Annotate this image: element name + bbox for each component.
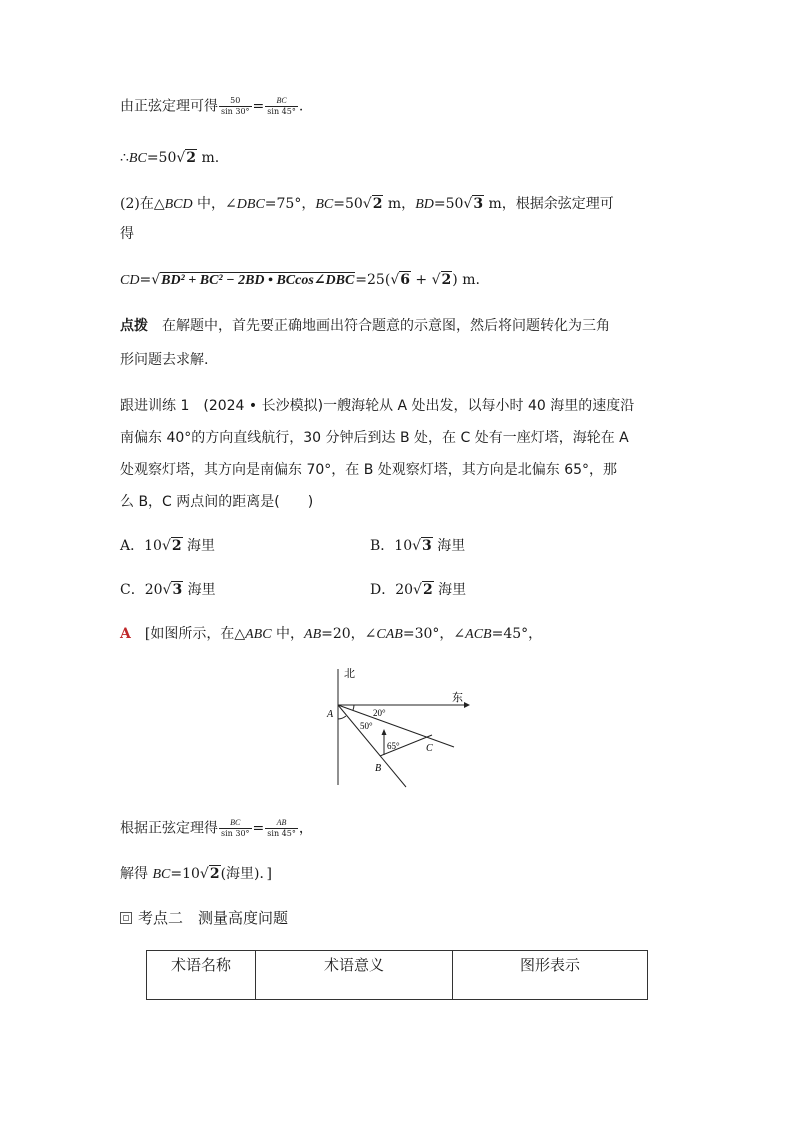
- option-a: A．10√2 海里: [120, 538, 216, 554]
- angle-20-label: 20°: [373, 708, 386, 718]
- angle-50-label: 50°: [360, 721, 373, 731]
- tip-label: 点拨: [120, 318, 148, 334]
- sqrt-symbol: √2: [413, 582, 433, 598]
- north-arrow-icon: [382, 729, 387, 735]
- exercise-line-2: 南偏东 40°的方向直线航行，30 分钟后到达 B 处，在 C 处有一座灯塔，海轮在 A: [120, 430, 629, 446]
- col-term-name: 术语名称: [147, 951, 256, 1000]
- part2-line: (2)在△BCD 中，∠DBC=75°，BC=50√2 m，BD=50√3 m，根据余弦定理可: [120, 196, 614, 212]
- terms-table: [146, 950, 648, 1000]
- angle-arc-20: [353, 705, 354, 710]
- exercise-line-4: 么 B，C 两点间的距离是( ): [120, 494, 314, 510]
- col-term-meaning: 术语意义: [256, 951, 453, 1000]
- sqrt-symbol: √2: [431, 272, 452, 288]
- sqrt-symbol: √3: [412, 538, 432, 554]
- north-label: 北: [344, 667, 355, 680]
- sqrt-symbol: √2: [161, 538, 182, 554]
- fraction-bc-over-sin45: $\frac{BC}{\sin 45^\circ}$: [267, 96, 296, 116]
- fraction-50-over-sin30: $\frac{50}{\sin 30^\circ}$: [221, 96, 250, 116]
- point-c-label: C: [426, 743, 433, 754]
- sine-rule-line-1: 由正弦定理可得 $\frac{50}{\sin 30^\circ}$ = $\frac{BC}{\sin 45^\circ}$ .: [120, 96, 304, 116]
- sqrt-symbol: √BD² + BC² − 2BD • BCcos∠DBC: [151, 272, 355, 288]
- section-marker-icon: [120, 912, 132, 924]
- tip-line-2: 形问题去求解.: [120, 352, 209, 368]
- section-heading: 考点二 测量高度问题: [120, 908, 288, 928]
- option-b: B．10√3 海里: [370, 538, 466, 554]
- sqrt-symbol: √2: [199, 866, 220, 882]
- bc-result-line: ∴BC=50√2 m.: [120, 150, 220, 166]
- solution-line-2: 解得 BC=10√2(海里)．]: [120, 866, 272, 882]
- fraction-ab-over-sin45: $\frac{AB}{\sin 45^\circ}$: [267, 818, 296, 838]
- navigation-diagram: [324, 663, 474, 789]
- exercise-line-1: 跟进训练 1 (2024 • 长沙模拟)一艘海轮从 A 处出发，以每小时 40 海里的速度沿: [120, 398, 635, 414]
- answer-line: A [如图所示，在△ABC 中，AB=20，∠CAB=30°，∠ACB=45°，: [120, 626, 543, 642]
- east-label: 东: [452, 691, 463, 704]
- table-header-row: [147, 951, 648, 1000]
- east-arrow-icon: [464, 702, 470, 708]
- answer-letter: A: [120, 626, 131, 642]
- sqrt-symbol: √2: [176, 150, 197, 166]
- option-d: D．20√2 海里: [370, 582, 467, 598]
- sqrt-symbol: √3: [463, 196, 484, 212]
- exercise-label: 跟进训练 1: [120, 398, 190, 414]
- tip-line-1: 点拨 在解题中，首先要正确地画出符合题意的示意图，然后将问题转化为三角: [120, 318, 610, 334]
- exercise-line-3: 处观察灯塔，其方向是南偏东 70°，在 B 处观察灯塔，其方向是北偏东 65°，那: [120, 462, 618, 478]
- angle-arc-50: [338, 716, 346, 719]
- col-figure: 图形表示: [453, 951, 648, 1000]
- option-c: C．20√3 海里: [120, 582, 216, 598]
- point-b-label: B: [375, 763, 382, 774]
- part2-line-cont: 得: [120, 226, 134, 242]
- sqrt-symbol: √2: [362, 196, 383, 212]
- solution-line-1: 根据正弦定理得 $\frac{BC}{\sin 30^\circ}$ = $\frac{AB}{\sin 45^\circ}$ ，: [120, 818, 313, 838]
- angle-65-label: 65°: [387, 741, 400, 751]
- sqrt-symbol: √6: [390, 272, 410, 288]
- point-a-label: A: [327, 709, 334, 720]
- fraction-bc-over-sin30: $\frac{BC}{\sin 30^\circ}$: [221, 818, 250, 838]
- cd-result-line: CD=√BD² + BC² − 2BD • BCcos∠DBC=25(√6 + √2) m.: [120, 270, 480, 291]
- sqrt-symbol: √3: [162, 582, 183, 598]
